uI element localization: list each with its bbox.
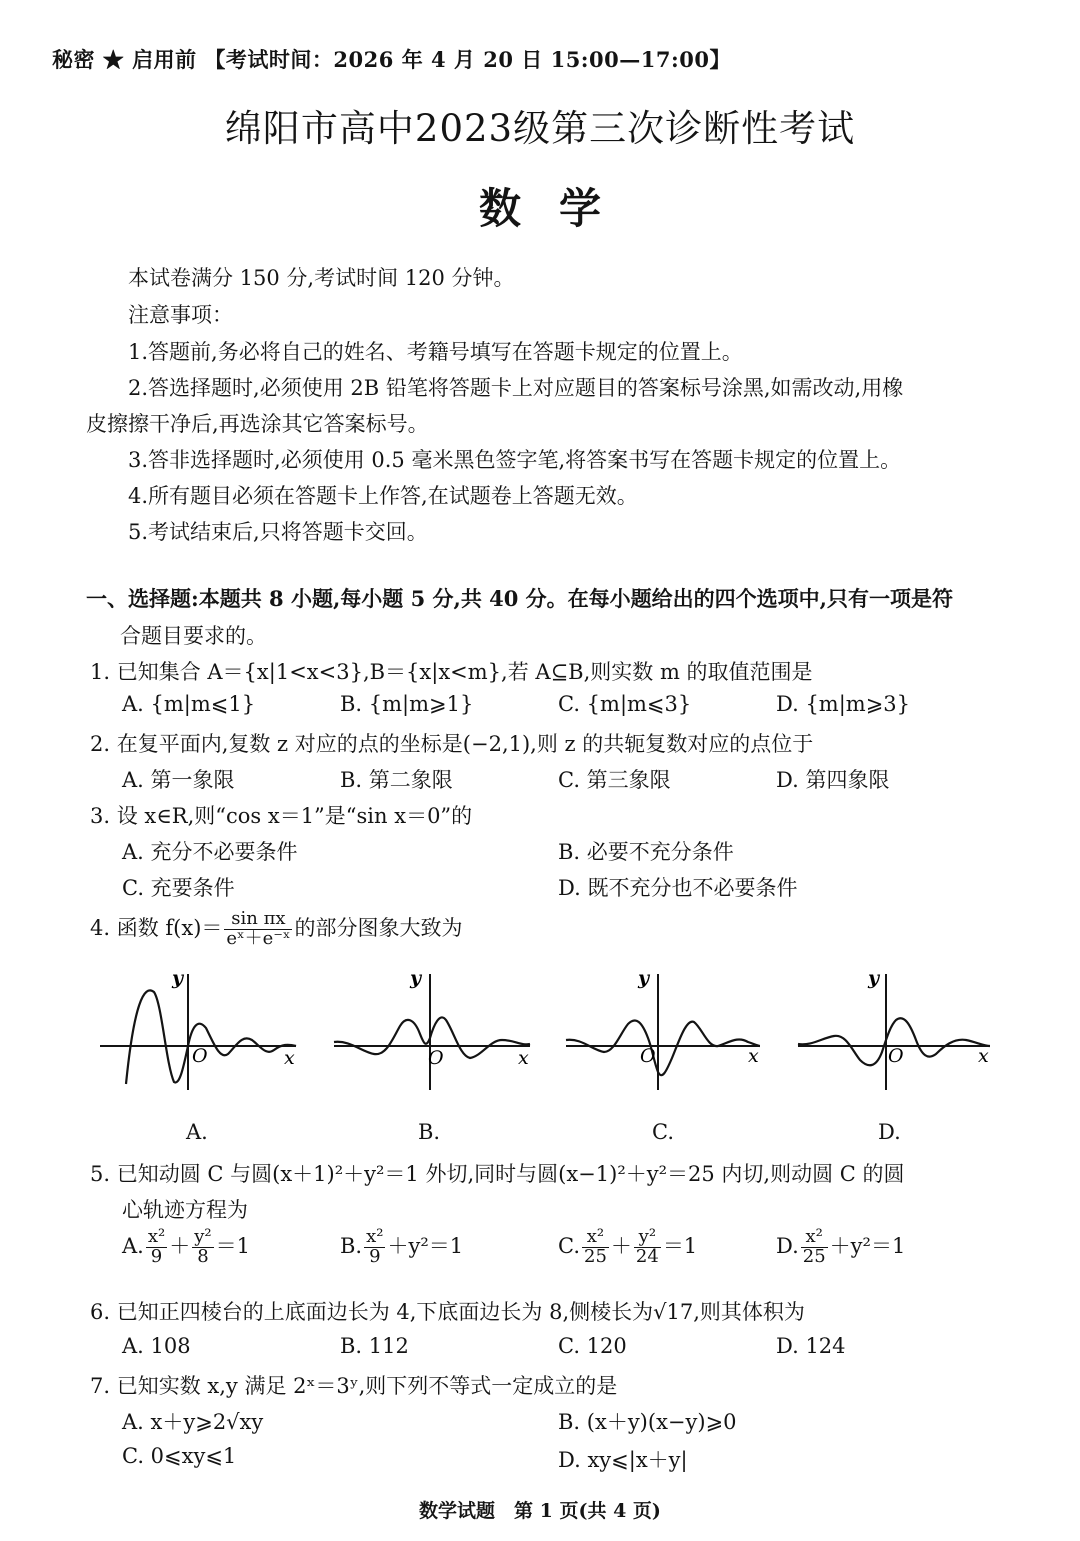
q5-b-end: ＋y²＝1: [387, 1233, 464, 1258]
q5-a-frac1-den: 9: [150, 1245, 163, 1267]
section-1-line1: 一、选择题:本题共 8 小题,每小题 5 分,共 40 分。在每小题给出的四个选项中,只有一项是符: [86, 586, 953, 611]
graph-a-y-label: y: [172, 967, 184, 989]
graph-d-label: D.: [878, 1120, 901, 1144]
q5-option-c: [558, 1228, 697, 1267]
graph-b-y-label: y: [410, 967, 422, 989]
q5-a-label: A.: [122, 1233, 144, 1258]
intro-line: 本试卷满分 150 分,考试时间 120 分钟。: [128, 266, 515, 290]
q5-c-frac1-num: x²: [582, 1228, 609, 1248]
q6-option-a: A. 108: [122, 1334, 191, 1358]
subject-title: 数学: [478, 184, 639, 233]
q5-a-frac2-num: y²: [194, 1226, 212, 1247]
q2-option-d: D. 第四象限: [776, 768, 890, 792]
q5-d-label: D.: [776, 1233, 799, 1258]
note-5: 5.考试结束后,只将答题卡交回。: [128, 520, 428, 544]
graph-a-origin: O: [192, 1045, 208, 1067]
graph-d: [794, 964, 1000, 1094]
section-1-line2: 合题目要求的。: [120, 624, 267, 648]
q2-option-a: A. 第一象限: [122, 768, 235, 792]
q1-option-b: B. {m|m⩾1}: [340, 692, 474, 716]
graph-b-label: B.: [418, 1120, 441, 1144]
graph-d-y-label: y: [868, 967, 880, 989]
graph-b-origin: O: [428, 1047, 444, 1069]
q5-a-plus: ＋: [169, 1233, 191, 1258]
q3-stem: 3. 设 x∈R,则“cos x＝1”是“sin x＝0”的: [90, 804, 473, 828]
q5-a-frac2-den: 8: [197, 1245, 209, 1267]
q6-stem: 6. 已知正四棱台的上底面边长为 4,下底面边长为 8,侧棱长为√17,则其体积为: [90, 1300, 805, 1324]
q5-option-a: [122, 1228, 250, 1267]
graph-d-origin: O: [888, 1045, 904, 1067]
q6-option-b: B. 112: [340, 1334, 409, 1358]
q5-c-frac2-den: 24: [635, 1245, 659, 1267]
note-4: 4.所有题目必须在答题卡上作答,在试题卷上答题无效。: [128, 484, 638, 508]
q5-option-b: [340, 1228, 463, 1267]
q5-a-frac1: [146, 1228, 167, 1267]
q5-b-label: B.: [340, 1233, 363, 1258]
q5-c-frac1-den: 25: [584, 1245, 607, 1267]
q4-fraction-numerator: sin πx: [224, 910, 292, 930]
graph-a: [96, 964, 306, 1094]
exam-title: 绵阳市高中2023级第三次诊断性考试: [224, 107, 856, 150]
confidential-header: 秘密 ★ 启用前 【考试时间：2026 年 4 月 20 日 15:00—17:00】: [52, 47, 731, 72]
graph-c: [562, 964, 772, 1094]
q5-c-plus: ＋: [610, 1233, 632, 1258]
q5-d-end: ＋y²＝1: [829, 1233, 906, 1258]
notes-heading: 注意事项：: [128, 303, 233, 327]
graph-c-curve: [566, 1020, 760, 1075]
q5-c-frac1: [582, 1228, 609, 1267]
q5-option-d: [776, 1228, 905, 1267]
q7-option-b: B. (x＋y)(x−y)⩾0: [558, 1410, 737, 1434]
note-1: 1.答题前,务必将自己的姓名、考籍号填写在答题卡规定的位置上。: [128, 340, 743, 364]
graph-a-label: A.: [186, 1120, 208, 1144]
graph-a-x-label: x: [284, 1047, 295, 1069]
q7-option-c: C. 0⩽xy⩽1: [122, 1444, 237, 1468]
q5-stem-line1: 5. 已知动圆 C 与圆(x＋1)²＋y²＝1 外切,同时与圆(x−1)²＋y²＝25 内切,则动圆 C 的圆: [90, 1162, 905, 1186]
q2-option-c: C. 第三象限: [558, 768, 671, 792]
q3-option-a: A. 充分不必要条件: [122, 840, 298, 864]
q3-option-c: C. 充要条件: [122, 876, 235, 900]
q5-c-frac2: [634, 1228, 661, 1267]
q1-stem: 1. 已知集合 A＝{x|1<x<3},B＝{x|x<m},若 A⊆B,则实数 m 的取值范围是: [90, 660, 813, 684]
q4-suffix: 的部分图象大致为: [294, 915, 463, 940]
graph-c-origin: O: [640, 1045, 656, 1067]
q7-option-d: D. xy⩽|x＋y|: [558, 1448, 688, 1472]
q5-d-frac1-num: x²: [801, 1228, 828, 1248]
q5-c-label: C.: [558, 1233, 580, 1258]
q2-stem: 2. 在复平面内,复数 z 对应的点的坐标是(−2,1),则 z 的共轭复数对应的点位于: [90, 732, 814, 756]
graph-a-curve: [126, 990, 296, 1084]
q7-option-a: A. x＋y⩾2√xy: [122, 1410, 264, 1434]
q1-option-a: A. {m|m⩽1}: [122, 692, 256, 716]
note-2a: 2.答选择题时,必须使用 2B 铅笔将答题卡上对应题目的答案标号涂黑,如需改动,用橡: [128, 376, 904, 400]
note-3: 3.答非选择题时,必须使用 0.5 毫米黑色签字笔,将答案书写在答题卡规定的位置上。: [128, 448, 902, 472]
q5-d-frac1-den: 25: [802, 1245, 826, 1267]
q3-option-b: B. 必要不充分条件: [558, 840, 734, 864]
q3-option-d: D. 既不充分也不必要条件: [558, 876, 798, 900]
q5-a-frac2: [192, 1228, 213, 1267]
section-1-heading: [86, 583, 953, 613]
q5-c-frac2-num: y²: [634, 1228, 661, 1248]
page-footer: 数学试题 第 1 页(共 4 页): [419, 1500, 661, 1522]
graph-c-y-label: y: [638, 967, 650, 989]
q5-d-frac1: [801, 1228, 828, 1267]
q5-stem-line2: 心轨迹方程为: [122, 1198, 248, 1222]
q5-b-frac1-den: 9: [369, 1245, 381, 1267]
q7-stem: 7. 已知实数 x,y 满足 2ˣ＝3ʸ,则下列不等式一定成立的是: [90, 1374, 618, 1398]
q5-a-end: ＝1: [215, 1233, 250, 1258]
q4-stem: [90, 910, 462, 949]
q4-prefix: 4. 函数 f(x)＝: [90, 915, 223, 940]
q5-b-frac1-num: x²: [366, 1226, 384, 1247]
q5-c-end: ＝1: [662, 1233, 698, 1258]
q2-option-b: B. 第二象限: [340, 768, 453, 792]
graph-b: [330, 964, 540, 1094]
q5-a-frac1-num: x²: [147, 1226, 166, 1247]
graph-b-x-label: x: [518, 1047, 529, 1069]
q6-option-d: D. 124: [776, 1334, 846, 1358]
q4-fraction: [224, 910, 292, 949]
note-2b: 皮擦擦干净后,再选涂其它答案标号。: [86, 412, 429, 436]
graph-c-label: C.: [652, 1120, 674, 1144]
q1-option-d: D. {m|m⩾3}: [776, 692, 911, 716]
q6-option-c: C. 120: [558, 1334, 627, 1358]
graph-c-x-label: x: [748, 1045, 759, 1067]
q5-b-frac1: [364, 1228, 385, 1267]
q1-option-c: C. {m|m⩽3}: [558, 692, 692, 716]
graph-d-x-label: x: [978, 1045, 989, 1067]
q4-fraction-denominator: eˣ＋e⁻ˣ: [226, 927, 291, 949]
